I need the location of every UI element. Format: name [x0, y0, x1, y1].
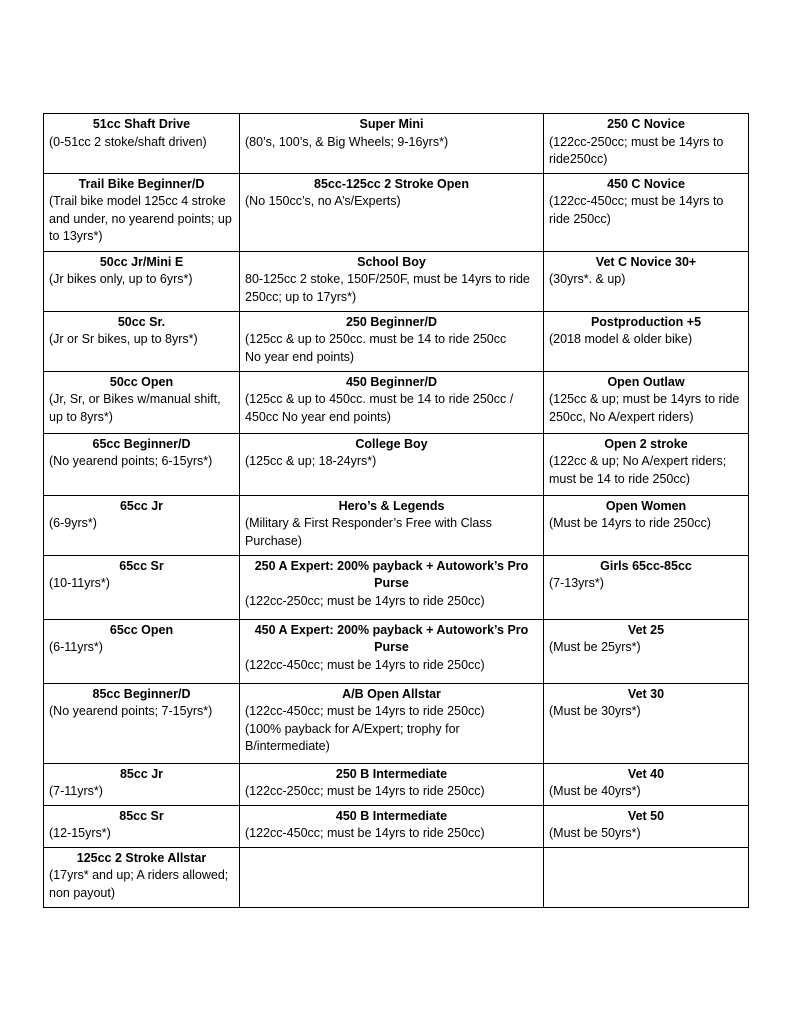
class-title: Vet 30: [627, 686, 665, 701]
class-description: (7-13yrs*): [549, 576, 604, 590]
class-title: 65cc Open: [109, 622, 174, 637]
table-cell: [44, 805, 240, 847]
class-description: (6-9yrs*): [49, 516, 97, 530]
table-cell: [44, 555, 240, 619]
class-description: (122cc-450cc; must be 14yrs to ride 250cc) (100% payback for A/Expert; trophy for B/intermediate): [245, 704, 485, 753]
table-cell: [240, 495, 544, 555]
class-description: (Must be 30yrs*): [549, 704, 641, 718]
class-title: Vet 25: [627, 622, 665, 637]
class-title: 450 Beginner/D: [345, 374, 437, 389]
class-title: 450 B Intermediate: [335, 808, 448, 823]
class-title: 51cc Shaft Drive: [92, 117, 191, 131]
table-row: [44, 805, 749, 847]
class-title: Vet 40: [627, 766, 665, 781]
class-title: 85cc Beginner/D: [92, 686, 191, 701]
class-description: (125cc & up to 250cc. must be 14 to ride 250cc No year end points): [245, 332, 507, 364]
table-row: [44, 619, 749, 683]
class-description: (17yrs* and up; A riders allowed; non payout): [49, 868, 229, 900]
class-title: A/B Open Allstar: [342, 686, 441, 701]
class-description: (Jr or Sr bikes, up to 8yrs*): [49, 332, 198, 346]
table-cell: [44, 371, 240, 433]
table-cell: [544, 495, 749, 555]
table-row: [44, 311, 749, 371]
class-description: (125cc & up; must be 14yrs to ride 250cc, No A/expert riders): [549, 392, 740, 424]
table-row: [44, 495, 749, 555]
table-cell: [240, 114, 544, 174]
table-cell: [44, 173, 240, 251]
table-cell: [44, 251, 240, 311]
class-title: Girls 65cc-85cc: [600, 558, 692, 573]
table-row: [44, 114, 749, 174]
table-cell: [544, 114, 749, 174]
class-title: 450 C Novice: [607, 176, 685, 191]
class-title: 85cc Jr: [119, 766, 164, 781]
table-row: [44, 173, 749, 251]
class-title: Vet 50: [627, 808, 665, 823]
table-cell: [240, 371, 544, 433]
table-cell: [544, 763, 749, 805]
table-cell: [240, 763, 544, 805]
table-cell: [44, 311, 240, 371]
class-title: Hero’s & Legends: [338, 498, 445, 513]
table-cell: [240, 433, 544, 495]
class-description: (122cc-450cc; must be 14yrs to ride 250cc): [549, 194, 724, 226]
class-description: (125cc & up to 450cc. must be 14 to ride 250cc / 450cc No year end points): [245, 392, 514, 424]
table-cell-empty: [544, 847, 749, 907]
table-cell: [240, 251, 544, 311]
class-description: (No yearend points; 6-15yrs*): [49, 454, 213, 468]
class-title: 65cc Jr: [119, 498, 164, 513]
table-cell: [44, 763, 240, 805]
race-class-table-body: [44, 114, 749, 908]
table-cell: [544, 555, 749, 619]
race-class-table: [43, 113, 749, 908]
table-row: [44, 433, 749, 495]
class-description: (122cc-250cc; must be 14yrs to ride 250cc): [245, 784, 485, 798]
table-cell: [44, 433, 240, 495]
class-title: College Boy: [355, 436, 428, 451]
class-description: (Military & First Responder’s Free with Class Purchase): [245, 516, 492, 548]
table-row: [44, 683, 749, 763]
class-description: (Jr bikes only, up to 6yrs*): [49, 272, 193, 286]
table-cell: [240, 311, 544, 371]
class-description: (122cc-250cc; must be 14yrs to ride 250cc): [245, 593, 485, 608]
table-cell: [544, 433, 749, 495]
class-description: (125cc & up; 18-24yrs*): [245, 454, 377, 468]
class-description: (10-11yrs*): [49, 576, 110, 590]
class-title: 50cc Jr/Mini E: [99, 254, 184, 269]
table-cell: [44, 683, 240, 763]
class-description: (2018 model & older bike): [549, 332, 693, 346]
table-cell: [544, 683, 749, 763]
table-cell: [240, 555, 544, 619]
class-title: 85cc Sr: [119, 808, 164, 823]
class-description: (6-11yrs*): [49, 640, 103, 654]
class-title: Super Mini: [359, 117, 424, 131]
class-description: (122cc-450cc; must be 14yrs to ride 250cc): [245, 826, 485, 840]
class-title: Open Women: [605, 498, 687, 513]
class-description: (Must be 40yrs*): [549, 784, 641, 798]
class-title: Open 2 stroke: [604, 436, 688, 451]
table-cell: [544, 371, 749, 433]
class-description: 80-125cc 2 stoke, 150F/250F, must be 14yrs to ride 250cc; up to 17yrs*): [245, 272, 530, 304]
table-row: [44, 763, 749, 805]
class-description: (Jr, Sr, or Bikes w/manual shift, up to 8yrs*): [49, 392, 221, 424]
table-cell: [44, 114, 240, 174]
table-cell: [44, 847, 240, 907]
class-title: 65cc Beginner/D: [92, 436, 191, 451]
table-cell: [544, 619, 749, 683]
table-cell: [544, 311, 749, 371]
class-description: (122cc-450cc; must be 14yrs to ride 250cc): [245, 657, 485, 672]
class-title: 250 Beginner/D: [345, 314, 437, 329]
class-title: 50cc Sr.: [117, 314, 166, 329]
table-cell: [544, 251, 749, 311]
class-title: 250 B Intermediate: [335, 766, 448, 781]
class-title: Trail Bike Beginner/D: [78, 176, 205, 191]
class-description: (7-11yrs*): [49, 784, 103, 798]
class-description: (No 150cc’s, no A’s/Experts): [245, 194, 401, 208]
class-title: Vet C Novice 30+: [595, 254, 697, 269]
table-row: [44, 371, 749, 433]
class-description: (12-15yrs*): [49, 826, 111, 840]
class-description: (No yearend points; 7-15yrs*): [49, 704, 213, 718]
table-row: [44, 555, 749, 619]
table-cell: [240, 619, 544, 683]
class-title: 50cc Open: [109, 374, 174, 389]
class-title: 65cc Sr: [119, 558, 164, 573]
table-cell: [44, 495, 240, 555]
class-description: (30yrs*. & up): [549, 272, 626, 286]
class-description: (Must be 14yrs to ride 250cc): [549, 516, 711, 530]
class-title: Open Outlaw: [607, 374, 685, 389]
class-description: (0-51cc 2 stoke/shaft driven): [49, 134, 207, 149]
table-cell: [240, 173, 544, 251]
class-description: (122cc-250cc; must be 14yrs to ride250cc): [549, 134, 724, 166]
class-description: (Must be 25yrs*): [549, 640, 641, 654]
class-title: 250 C Novice: [607, 117, 685, 131]
table-cell: [240, 805, 544, 847]
class-description: (Trail bike model 125cc 4 stroke and under, no yearend points; up to 13yrs*): [49, 194, 232, 243]
table-cell: [240, 683, 544, 763]
table-cell: [544, 805, 749, 847]
class-title: 125cc 2 Stroke Allstar: [76, 850, 207, 865]
table-row: [44, 251, 749, 311]
class-title: School Boy: [357, 254, 426, 269]
class-title: 250 A Expert: 200% payback + Autowork’s Pro Purse: [254, 558, 529, 590]
class-description: (80’s, 100’s, & Big Wheels; 9-16yrs*): [245, 134, 449, 149]
table-cell-empty: [240, 847, 544, 907]
class-title: 450 A Expert: 200% payback + Autowork’s Pro Purse: [254, 622, 529, 654]
class-description: (122cc & up; No A/expert riders; must be 14 to ride 250cc): [549, 454, 727, 486]
class-title: Postproduction +5: [590, 314, 702, 329]
class-description: (Must be 50yrs*): [549, 826, 641, 840]
class-title: 85cc-125cc 2 Stroke Open: [314, 176, 469, 191]
table-cell: [44, 619, 240, 683]
table-row: [44, 847, 749, 907]
table-cell: [544, 173, 749, 251]
